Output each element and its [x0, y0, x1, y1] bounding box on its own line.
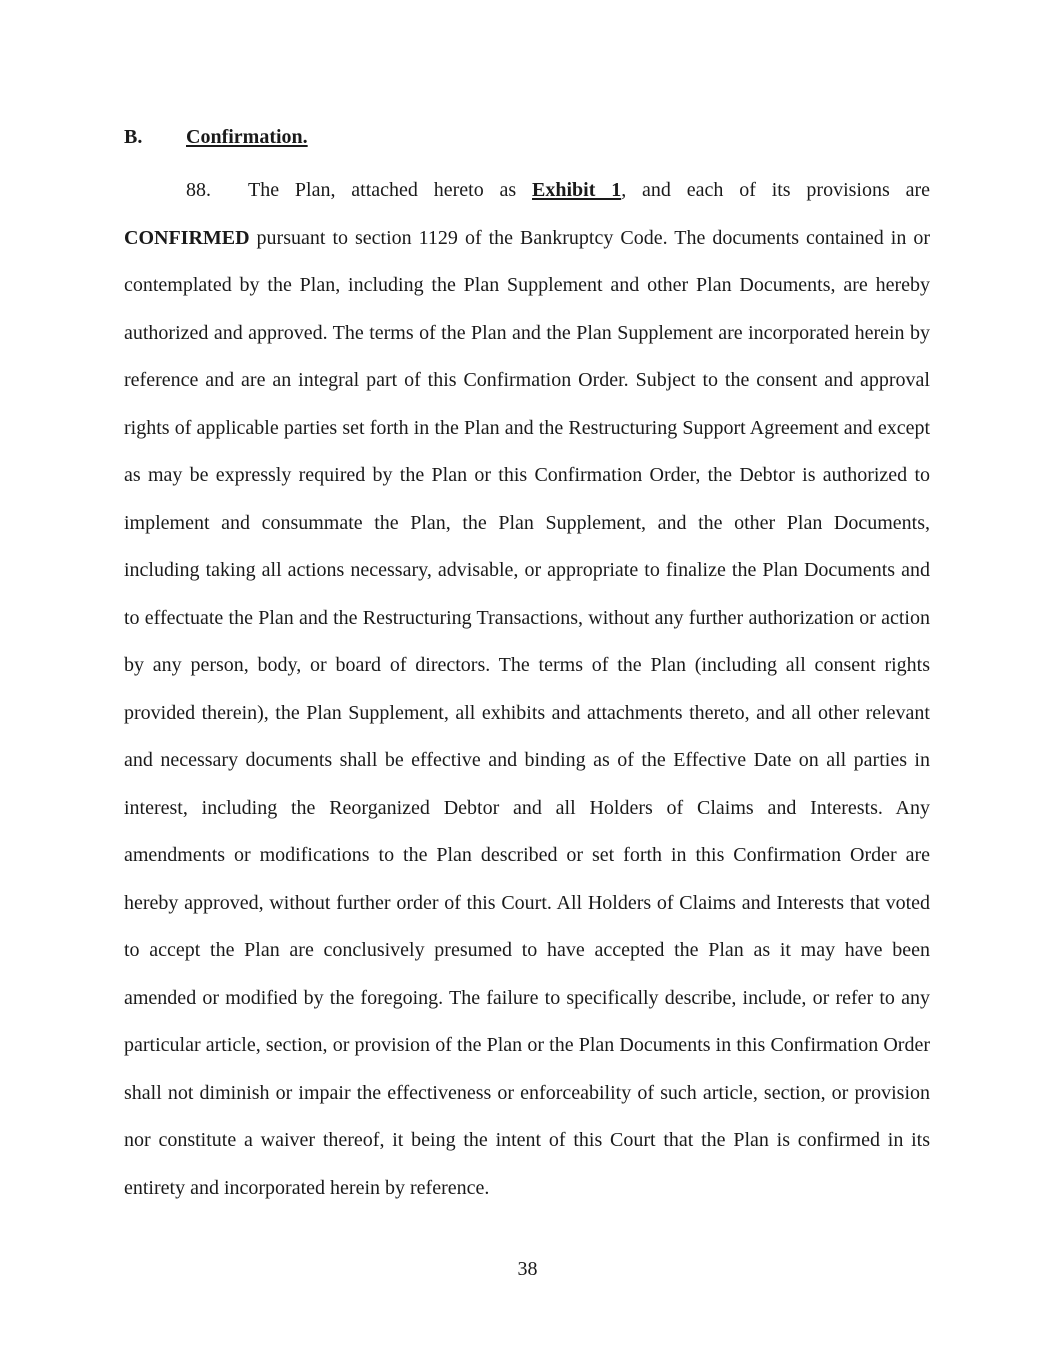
section-title: Confirmation. [186, 126, 308, 148]
paragraph-text-provisions: , and each of its provisions are [621, 179, 930, 201]
paragraph-88 [124, 167, 930, 1212]
confirmed-keyword: CONFIRMED [124, 226, 250, 249]
paragraph-number: 88. [186, 179, 211, 201]
exhibit-reference: Exhibit 1 [532, 179, 622, 201]
paragraph-text-intro: The Plan, attached hereto as [248, 179, 533, 201]
page-number: 38 [517, 1258, 538, 1280]
section-heading [124, 123, 308, 151]
paragraph-text-body: pursuant to section 1129 of the Bankruptcy Code. The documents contained in or contemplated by the Plan, including the Plan Supplement and other Plan Documents, are hereby authorized and approved. The terms of the Plan and the Plan Supplement are incorporated herein by reference and are an integral part of this Confirmation Order. Subject to the consent and approval rights of applicable parties set forth in the Plan and the Restructuring Support Agreement and except as may be expressly required by the Plan or this Confirmation Order, the Debtor is authorized to implement and consummate the Plan, the Plan Supplement, and the other Plan Documents, including taking all actions necessary, advisable, or appropriate to finalize the Plan Documents and to effectuate the Plan and the Restructuring Transactions, without any further authorization or action by any person, body, or board of directors. The terms of the Plan (including all consent rights provided therein), the Plan Supplement, all exhibits and attachments thereto, and all other relevant and necessary documents shall be effective and binding as of the Effective Date on all parties in interest, including the Reorganized Debtor and all Holders of Claims and Interests. Any amendments or modifications to the Plan described or set forth in this Confirmation Order are hereby approved, without further order of this Court. All Holders of Claims and Interests that voted to accept the Plan are conclusively presumed to have accepted the Plan as it may have been amended or modified by the foregoing. The failure to specifically describe, include, or refer to any particular article, section, or provision of the Plan or the Plan Documents in this Confirmation Order shall not diminish or impair the effectiveness or enforceability of such article, section, or provision nor constitute a waiver thereof, it being the intent of this Court that the Plan is confirmed in its entirety and incorporated herein by reference. [124, 226, 930, 1199]
section-label: B. [124, 126, 143, 148]
